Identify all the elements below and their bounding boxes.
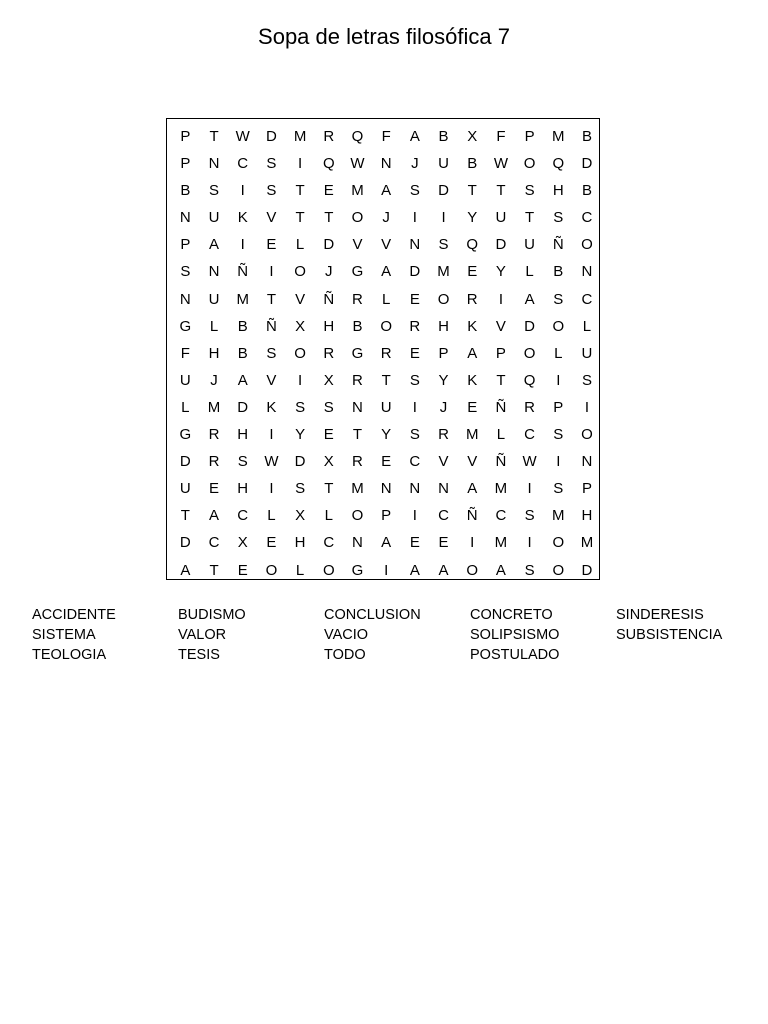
grid-cell: W: [235, 128, 250, 145]
grid-cell: H: [581, 507, 593, 525]
word-list-item: SINDERESIS: [616, 607, 704, 623]
grid-cell: Q: [466, 236, 479, 254]
grid-cell: E: [266, 534, 277, 552]
grid-cell: C: [237, 507, 249, 525]
grid-cell: A: [524, 290, 535, 308]
grid-cell: C: [438, 507, 449, 525]
grid-cell: A: [209, 507, 220, 525]
grid-cell: T: [180, 507, 190, 525]
word-list-item: ACCIDENTE: [32, 607, 116, 623]
grid-cell: T: [381, 371, 391, 389]
grid-cell: O: [437, 290, 450, 308]
grid-cell: Ñ: [466, 507, 478, 525]
grid-cell: S: [553, 290, 564, 308]
grid-cell: O: [265, 561, 278, 579]
grid-cell: N: [179, 290, 191, 308]
grid-cell: A: [381, 534, 392, 552]
grid-cell: Q: [322, 155, 335, 173]
grid-cell: Ñ: [265, 317, 277, 335]
grid-cell: P: [524, 128, 535, 145]
grid-cell: S: [581, 371, 592, 389]
grid-cell: O: [552, 561, 565, 579]
grid-cell: M: [494, 480, 508, 498]
grid-cell: W: [522, 453, 537, 471]
word-list-item: VALOR: [178, 627, 227, 643]
grid-cell: B: [438, 128, 449, 145]
grid-cell: N: [581, 263, 593, 281]
grid-cell: E: [438, 534, 449, 552]
grid-cell: D: [179, 453, 191, 471]
grid-cell: V: [467, 453, 478, 471]
grid-cell: H: [294, 534, 306, 552]
grid-cell: L: [181, 398, 190, 416]
grid-cell: N: [380, 480, 392, 498]
word-list-item: CONCRETO: [470, 607, 553, 623]
grid-cell: S: [295, 398, 306, 416]
grid-cell: E: [409, 290, 420, 308]
grid-cell: V: [295, 290, 306, 308]
grid-cell: C: [409, 453, 421, 471]
grid-cell: H: [438, 317, 449, 335]
grid-cell: B: [553, 263, 564, 281]
grid-cell: H: [323, 317, 335, 335]
grid-cell: H: [208, 344, 220, 362]
grid-cell: I: [240, 182, 245, 200]
grid-cell: S: [237, 453, 248, 471]
grid-cell: M: [552, 507, 565, 525]
grid-cell: T: [324, 209, 334, 227]
grid-cell: F: [180, 344, 190, 362]
grid-cell: Q: [523, 371, 536, 389]
grid-cell: N: [409, 480, 421, 498]
grid-cell: Y: [467, 209, 478, 227]
grid-cell: T: [209, 561, 219, 579]
grid-cell: S: [553, 209, 564, 227]
grid-cell: E: [467, 398, 478, 416]
grid-cell: S: [266, 344, 277, 362]
grid-cell: I: [240, 236, 245, 254]
grid-cell: D: [495, 236, 507, 254]
grid-cell: T: [266, 290, 276, 308]
grid-cell: E: [237, 561, 248, 579]
grid-cell: U: [524, 236, 536, 254]
grid-cell: S: [409, 371, 420, 389]
grid-cell: G: [351, 561, 364, 579]
grid-cell: D: [524, 317, 536, 335]
grid-cell: L: [496, 426, 506, 444]
grid-cell: D: [179, 534, 191, 552]
grid-cell: T: [295, 182, 305, 200]
word-list: [32, 605, 752, 665]
grid-cell: C: [581, 209, 593, 227]
grid-cell: I: [412, 398, 417, 416]
grid-cell: L: [381, 290, 391, 308]
grid-cell: R: [466, 290, 478, 308]
grid-cell: L: [295, 561, 305, 579]
grid-cell: N: [581, 453, 593, 471]
grid-cell: I: [556, 371, 561, 389]
grid-cell: T: [496, 182, 506, 200]
grid-cell: X: [323, 453, 334, 471]
grid-cell: V: [352, 236, 363, 254]
grid-cell: D: [294, 453, 306, 471]
grid-cell: T: [209, 128, 219, 145]
grid-cell: S: [266, 182, 277, 200]
grid-cell: P: [438, 344, 449, 362]
grid-cell: O: [351, 507, 364, 525]
grid-cell: Ñ: [552, 236, 564, 254]
grid-cell: D: [237, 398, 249, 416]
grid-cell: Q: [552, 155, 565, 173]
grid-cell: D: [323, 236, 335, 254]
grid-cell: C: [524, 426, 536, 444]
grid-cell: E: [266, 236, 277, 254]
grid-cell: U: [581, 344, 593, 362]
grid-cell: U: [208, 290, 220, 308]
grid-cell: S: [323, 398, 334, 416]
grid-cell: E: [209, 480, 220, 498]
grid-cell: T: [352, 426, 363, 444]
grid-cell: T: [467, 182, 477, 200]
grid-cell: A: [180, 561, 191, 579]
grid-cell: O: [581, 426, 593, 444]
grid-cell: R: [524, 398, 536, 416]
grid-cell: L: [295, 236, 305, 254]
grid-cell: B: [180, 182, 191, 200]
grid-cell: E: [323, 426, 334, 444]
grid-cell: R: [409, 317, 421, 335]
grid-cell: U: [380, 398, 392, 416]
word-list-item: VACIO: [324, 627, 369, 643]
grid-cell: V: [266, 209, 277, 227]
grid-cell: D: [581, 155, 593, 173]
grid-cell: C: [208, 534, 220, 552]
grid-cell: R: [352, 453, 363, 471]
grid-cell: O: [351, 209, 364, 227]
grid-cell: X: [467, 128, 478, 145]
grid-cell: Y: [295, 426, 306, 444]
grid-cell: J: [325, 263, 333, 281]
word-list-item: TEOLOGIA: [32, 647, 107, 663]
grid-cell: B: [467, 155, 478, 173]
grid-cell: A: [409, 561, 420, 579]
grid-cell: B: [237, 344, 248, 362]
grid-cell: D: [409, 263, 421, 281]
grid-cell: C: [323, 534, 335, 552]
grid-cell: B: [581, 128, 592, 145]
grid-cell: T: [525, 209, 535, 227]
grid-cell: L: [582, 317, 592, 335]
grid-cell: E: [323, 182, 334, 200]
grid-cell: V: [438, 453, 449, 471]
grid-cell: Y: [438, 371, 449, 389]
grid-cell: U: [208, 209, 220, 227]
grid-cell: P: [180, 155, 191, 173]
grid-cell: T: [295, 209, 305, 227]
grid-cell: O: [294, 263, 306, 281]
grid-cell: B: [352, 317, 363, 335]
grid-cell: I: [412, 209, 417, 227]
grid-cell: H: [552, 182, 564, 200]
grid-cell: U: [495, 209, 507, 227]
grid-cell: J: [382, 209, 390, 227]
grid-cell: I: [412, 507, 417, 525]
grid-cell: G: [351, 263, 364, 281]
grid-cell: R: [352, 371, 363, 389]
grid-cell: A: [209, 236, 220, 254]
word-list-item: TODO: [324, 647, 366, 663]
grid-cell: C: [495, 507, 507, 525]
grid-cell: O: [552, 317, 565, 335]
grid-cell: Y: [381, 426, 392, 444]
grid-cell: M: [207, 398, 221, 416]
grid-cell: K: [266, 398, 277, 416]
grid-cell: G: [179, 426, 192, 444]
grid-cell: O: [552, 534, 565, 552]
grid-cell: N: [179, 209, 191, 227]
grid-cell: S: [553, 426, 564, 444]
grid-cell: S: [409, 426, 420, 444]
grid-cell: I: [298, 371, 303, 389]
grid-cell: I: [498, 290, 503, 308]
grid-cell: N: [352, 534, 363, 552]
grid-cell: W: [350, 155, 365, 173]
grid-cell: X: [295, 507, 306, 525]
grid-cell: P: [180, 128, 191, 145]
grid-cell: I: [556, 453, 561, 471]
grid-cell: S: [295, 480, 306, 498]
grid-cell: E: [381, 453, 392, 471]
word-search-grid: [166, 118, 600, 580]
grid-cell: I: [441, 209, 446, 227]
grid-cell: T: [324, 480, 334, 498]
grid-cell: N: [208, 263, 220, 281]
grid-cell: L: [209, 317, 219, 335]
grid-cell: B: [237, 317, 248, 335]
grid-cell: T: [496, 371, 506, 389]
grid-cell: H: [237, 426, 249, 444]
grid-cell: N: [208, 155, 220, 173]
grid-cell: P: [581, 480, 592, 498]
grid-cell: V: [266, 371, 277, 389]
grid-cell: I: [584, 398, 590, 416]
grid-cell: X: [237, 534, 248, 552]
grid-cell: E: [409, 344, 420, 362]
grid-cell: D: [265, 128, 277, 145]
grid-cell: D: [438, 182, 449, 200]
grid-cell: P: [180, 236, 191, 254]
grid-cell: I: [269, 480, 274, 498]
grid-cell: P: [381, 507, 392, 525]
grid-cell: C: [237, 155, 249, 173]
grid-cell: R: [438, 426, 449, 444]
grid-cell: M: [494, 534, 508, 552]
grid-cell: X: [295, 317, 306, 335]
grid-cell: M: [351, 182, 364, 200]
grid-cell: M: [437, 263, 450, 281]
grid-cell: L: [324, 507, 333, 525]
grid-cell: O: [294, 344, 306, 362]
grid-cell: P: [553, 398, 564, 416]
grid-cell: R: [323, 128, 335, 145]
grid-cell: L: [267, 507, 276, 525]
grid-cell: C: [581, 290, 593, 308]
letter-grid: [171, 123, 601, 584]
grid-cell: V: [495, 317, 506, 335]
grid-cell: N: [380, 155, 392, 173]
grid-cell: S: [409, 182, 420, 200]
grid-cell: P: [495, 344, 506, 362]
grid-cell: M: [293, 128, 307, 145]
grid-cell: S: [524, 507, 535, 525]
grid-cell: A: [438, 561, 449, 579]
grid-cell: R: [352, 290, 363, 308]
grid-cell: A: [381, 263, 392, 281]
grid-cell: R: [323, 344, 335, 362]
grid-cell: A: [495, 561, 506, 579]
grid-cell: M: [465, 426, 479, 444]
grid-cell: M: [580, 534, 594, 552]
grid-cell: G: [179, 317, 192, 335]
grid-cell: S: [209, 182, 220, 200]
grid-cell: S: [524, 182, 535, 200]
word-list-item: BUDISMO: [178, 607, 246, 623]
word-list-item: TESIS: [178, 647, 220, 663]
grid-cell: I: [470, 534, 475, 552]
grid-cell: F: [496, 128, 506, 145]
grid-cell: R: [208, 453, 220, 471]
grid-cell: Ñ: [495, 453, 507, 471]
grid-cell: L: [525, 263, 534, 281]
word-list-item: SOLIPSISMO: [470, 627, 560, 643]
grid-cell: S: [438, 236, 449, 254]
grid-cell: I: [269, 426, 274, 444]
grid-cell: W: [264, 453, 279, 471]
grid-cell: U: [179, 371, 191, 389]
word-list-item: POSTULADO: [470, 647, 560, 663]
grid-cell: S: [553, 480, 564, 498]
word-list-item: CONCLUSION: [324, 607, 421, 623]
grid-cell: J: [439, 398, 448, 416]
grid-cell: Ñ: [495, 398, 507, 416]
grid-cell: S: [180, 263, 191, 281]
grid-cell: S: [524, 561, 535, 579]
grid-cell: E: [409, 534, 420, 552]
grid-cell: A: [237, 371, 248, 389]
grid-cell: V: [381, 236, 392, 254]
grid-cell: O: [523, 344, 536, 362]
grid-cell: S: [266, 155, 277, 173]
grid-cell: O: [466, 561, 479, 579]
grid-cell: A: [467, 344, 478, 362]
grid-cell: D: [581, 561, 593, 579]
grid-cell: B: [581, 182, 592, 200]
grid-cell: I: [527, 480, 532, 498]
grid-cell: J: [210, 371, 218, 389]
page-title: Sopa de letras filosófica 7: [258, 24, 510, 49]
grid-cell: M: [351, 480, 364, 498]
grid-cell: M: [236, 290, 249, 308]
grid-cell: O: [380, 317, 392, 335]
grid-cell: N: [352, 398, 363, 416]
grid-cell: O: [322, 561, 335, 579]
grid-cell: J: [411, 155, 419, 173]
grid-cell: W: [493, 155, 508, 173]
grid-cell: Y: [495, 263, 506, 281]
grid-cell: Ñ: [237, 263, 249, 281]
grid-cell: U: [438, 155, 449, 173]
grid-cell: A: [409, 128, 420, 145]
grid-cell: R: [208, 426, 220, 444]
grid-cell: X: [323, 371, 334, 389]
grid-cell: A: [467, 480, 478, 498]
grid-cell: N: [409, 236, 421, 254]
grid-cell: M: [552, 128, 565, 145]
grid-cell: I: [384, 561, 389, 579]
grid-cell: G: [351, 344, 364, 362]
grid-cell: K: [467, 317, 478, 335]
grid-cell: A: [381, 182, 392, 200]
grid-cell: K: [467, 371, 478, 389]
grid-cell: Ñ: [323, 290, 335, 308]
grid-cell: H: [237, 480, 249, 498]
grid-cell: U: [179, 480, 191, 498]
grid-cell: N: [438, 480, 449, 498]
word-list-item: SISTEMA: [32, 627, 96, 643]
word-list-item: SUBSISTENCIA: [616, 627, 723, 643]
grid-cell: I: [527, 534, 532, 552]
grid-cell: E: [467, 263, 478, 281]
grid-cell: F: [381, 128, 391, 145]
grid-cell: O: [581, 236, 593, 254]
grid-cell: Q: [351, 128, 364, 145]
grid-cell: I: [269, 263, 274, 281]
grid-cell: L: [554, 344, 563, 362]
grid-cell: I: [298, 155, 303, 173]
grid-cell: O: [523, 155, 536, 173]
grid-cell: K: [237, 209, 248, 227]
grid-cell: R: [380, 344, 392, 362]
